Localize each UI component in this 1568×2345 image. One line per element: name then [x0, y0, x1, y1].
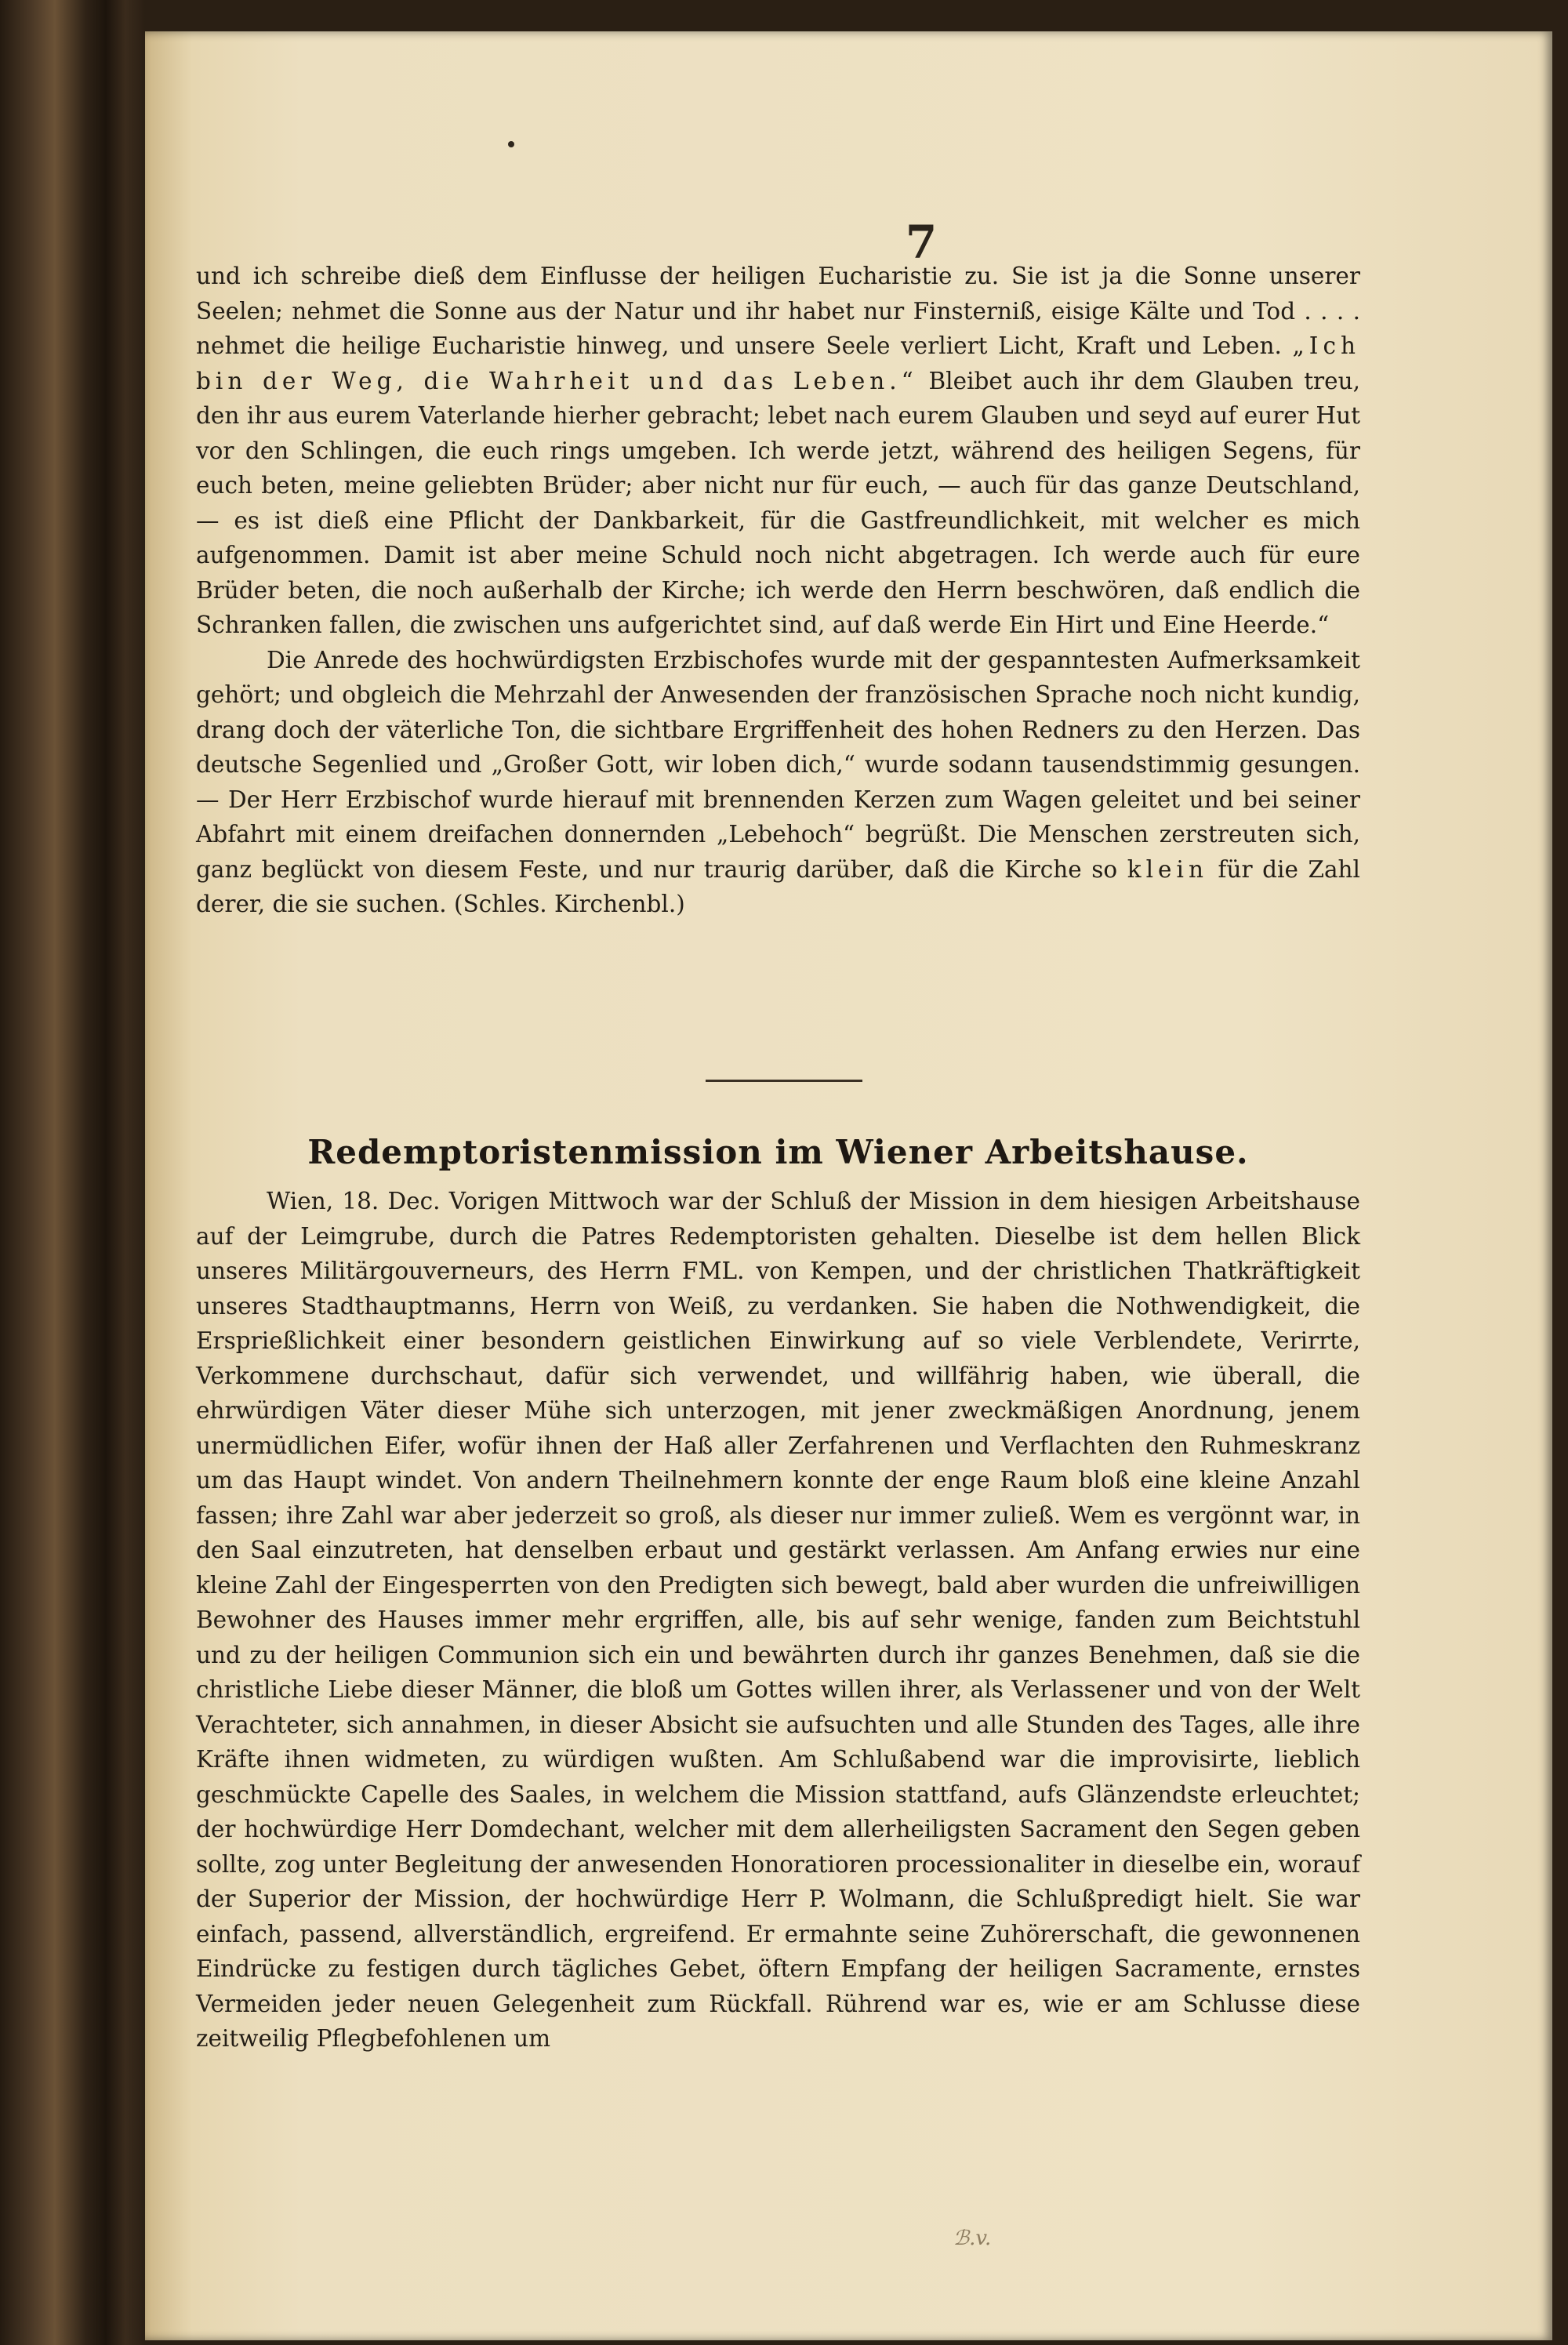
- section-divider: [706, 1080, 862, 1082]
- page-number: 7: [905, 216, 938, 269]
- paragraph-text: für die Zahl derer, die sie suchen. (Schles. Kirchenbl.): [196, 855, 1360, 917]
- section-heading: Redemptoristenmission im Wiener Arbeitshause.: [307, 1133, 1249, 1171]
- quoted-scripture: „Ich bin der Weg, die Wahrheit und das Leben.“: [196, 332, 1360, 394]
- paragraph-text: Bleibet auch ihr dem Glauben treu, den ihr aus eurem Vaterlande hierher gebracht; lebet nach eurem Glauben und seyd auf eurer Hut vor den Schlingen, die euch rings umgeben. Ich werde jetzt, während des heiligen Segens, für euch beten, meine geliebten Brüder; aber nicht nur für euch, — auch für das ganze Deutschland, — es ist dieß eine Pflicht der Dankbarkeit, für die Gastfreundlichkeit, mit welcher es mich aufgenommen. Damit ist aber meine Schuld noch nicht abgetragen. Ich werde auch für eure Brüder beten, die noch außerhalb der Kirche; ich werde den Herrn beschwören, daß endlich die Schranken fallen, die zwischen uns aufgerichtet sind, auf daß werde Ein Hirt und Eine Heerde.“: [196, 367, 1360, 638]
- article-body: [196, 1184, 1360, 2056]
- emphasized-word: klein: [1127, 855, 1208, 883]
- paragraph-text: Die Anrede des hochwürdigsten Erzbischofes wurde mit der gespanntesten Aufmerksamkeit gehört; und obgleich die Mehrzahl der Anwesenden der französischen Sprache noch nicht kundig, drang doch der väterliche Ton, die sichtbare Ergriffenheit des hohen Redners zu den Herzen. Das deutsche Segenlied und „Großer Gott, wir loben dich,“ wurde sodann tausendstimmig gesungen. — Der Herr Erzbischof wurde hierauf mit brennenden Kerzen zum Wagen geleitet und bei seiner Abfahrt mit einem dreifachen donnernden „Lebehoch“ begrüßt. Die Menschen zerstreuten sich, ganz beglückt von diesem Feste, und nur traurig darüber, daß die Kirche so: [196, 646, 1360, 883]
- article-continuation: [196, 259, 1360, 922]
- footer-mark: ℬ.v.: [953, 2227, 992, 2250]
- paragraph-text: und ich schreibe dieß dem Einflusse der heiligen Eucharistie zu. Sie ist ja die Sonne unserer Seelen; nehmet die Sonne aus der Natur und ihr habet nur Finsterniß, eisige Kälte und Tod . . . . nehmet die heilige Eucharistie hinweg, und unsere Seele verliert Licht, Kraft und Leben.: [196, 263, 1360, 359]
- paragraph-text: Wien, 18. Dec. Vorigen Mittwoch war der Schluß der Mission in dem hiesigen Arbeitshause auf der Leimgrube, durch die Patres Redemptoristen gehalten. Dieselbe ist dem hellen Blick unseres Militärgouverneurs, des Herrn FML. von Kempen, und der christlichen Thatkräftigkeit unseres Stadthauptmanns, Herrn von Weiß, zu verdanken. Sie haben die Nothwendigkeit, die Ersprießlichkeit einer besondern geistlichen Einwirkung auf so viele Verblendete, Verirrte, Verkommene durchschaut, dafür sich verwendet, und willfährig haben, wie überall, die ehrwürdigen Väter dieser Mühe sich unterzogen, mit jener zweckmäßigen Anordnung, jenem unermüdlichen Eifer, wofür ihnen der Haß aller Zerfahrenen und Verflachten den Ruhmeskranz um das Haupt windet. Von andern Theilnehmern konnte der enge Raum bloß eine kleine Anzahl fassen; ihre Zahl war aber jederzeit so groß, als dieser nur immer zuließ. Wem es vergönnt war, in den Saal einzutreten, hat denselben erbaut und gestärkt verlassen. Am Anfang erwies nur eine kleine Zahl der Eingesperrten von den Predigten sich bewegt, bald aber wurden die unfreiwilligen Bewohner des Hauses immer mehr ergriffen, alle, bis auf sehr wenige, fanden zum Beichtstuhl und zu der heiligen Communion sich ein und bewährten durch ihr ganzes Benehmen, daß sie die christliche Liebe dieser Männer, die bloß um Gottes willen ihrer, als Verlassener und von der Welt Verachteter, sich annahmen, in dieser Absicht sie aufsuchten und alle Stunden des Tages, alle ihre Kräfte ihnen widmeten, zu würdigen wußten. Am Schlußabend war die improvisirte, lieblich geschmückte Capelle des Saales, in welchem die Mission stattfand, aufs Glänzendste erleuchtet; der hochwürdige Herr Domdechant, welcher mit dem allerheiligsten Sacrament den Segen geben sollte, zog unter Begleitung der anwesenden Honoratioren processionaliter in dieselbe ein, worauf der Superior der Mission, der hochwürdige Herr P. Wolmann, die Schlußpredigt hielt. Sie war einfach, passend, allverständlich, ergreifend. Er ermahnte seine Zuhörerschaft, die gewonnenen Eindrücke zu festigen durch tägliches Gebet, öftern Empfang der heiligen Sacramente, ernstes Vermeiden jeder neuen Gelegenheit zum Rückfall. Rührend war es, wie er am Schlusse diese zeitweilig Pflegbefohlenen um: [196, 1188, 1360, 2052]
- ink-dot: [508, 141, 514, 147]
